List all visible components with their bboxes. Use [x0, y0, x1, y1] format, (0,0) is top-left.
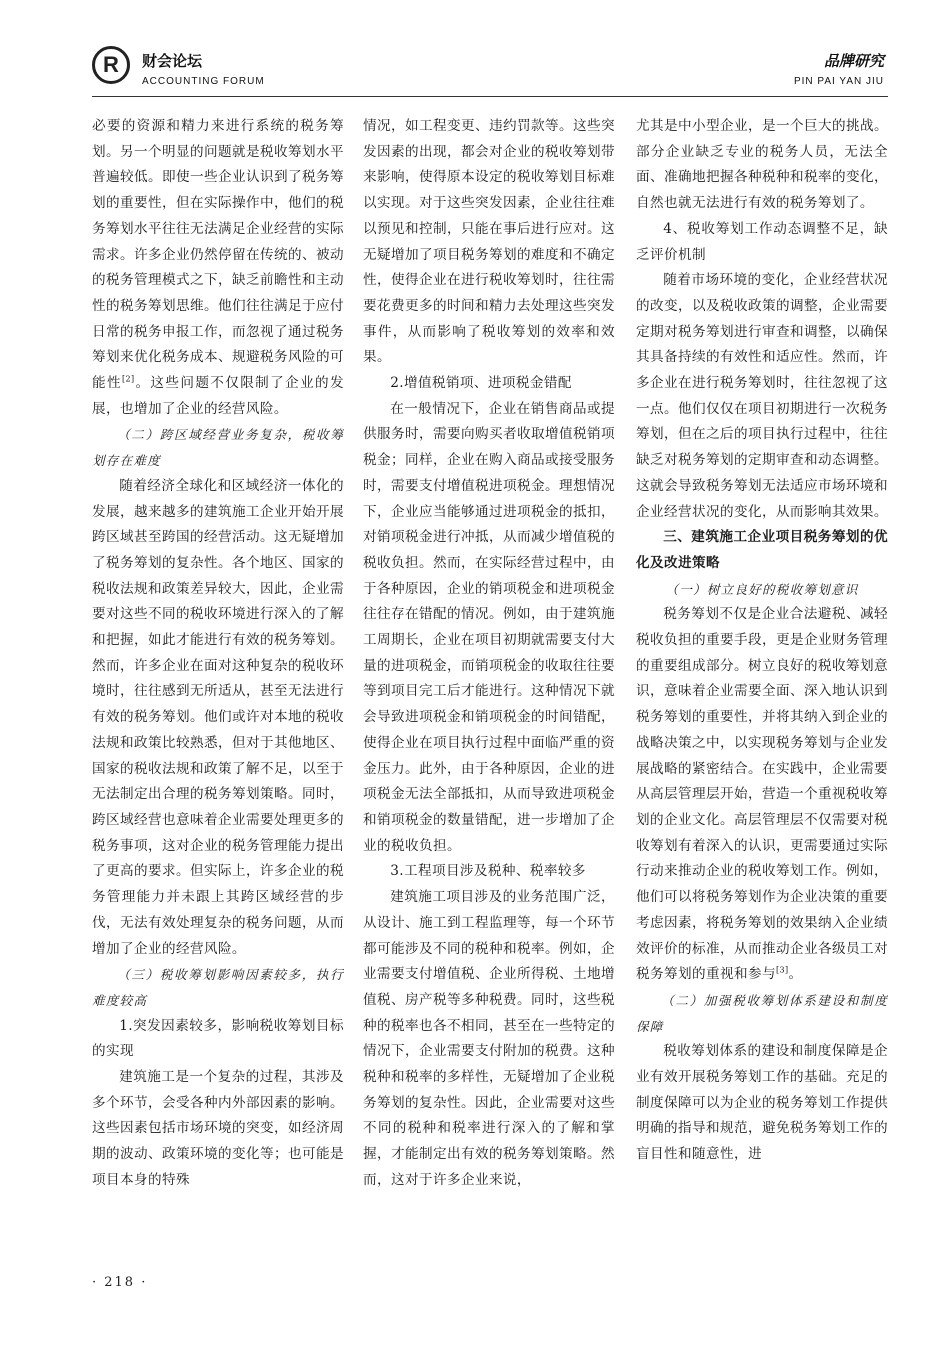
page-header	[0, 0, 950, 100]
subheading: 3.工程项目涉及税种、税率较多	[390, 863, 586, 880]
page-number: · 218 ·	[92, 1275, 148, 1290]
subheading: （二）跨区域经营业务复杂，税收筹划存在难度	[92, 427, 344, 469]
paragraph: 随着经济全球化和区域经济一体化的发展，越来越多的建筑施工企业开始开展跨区域甚至跨国的经营活动。这无疑增加了税务筹划的复杂性。各个地区、国家的税收法规和政策差异较大，因此，企业需要对这些不同的税收环境进行深入的了解和把握，如此才能进行有效的税务筹划。然而，许多企业在面对这种复杂的税收环境时，往往感到无所适从，甚至无法进行有效的税务筹划。他们或许对本地的税收法规和政策比较熟悉，但对于其他地区、国家的税收法规和政策了解不足，以至于无法制定出合理的税务筹划策略。同时，跨区域经营也意味着企业需要处理更多的税务事项，这对企业的税务管理能力提出了更高的要求。但实际上，许多企业的税务管理能力并未跟上其跨区域经营的步伐，无法有效处理复杂的税务问题，从而增加了企业的经营风险。	[92, 477, 344, 957]
paragraph: 税务筹划不仅是企业合法避税、减轻税收负担的重要手段，更是企业财务管理的重要组成部分。树立良好的税收筹划意识，意味着企业需要全面、深入地认识到税务筹划的重要性，并将其纳入到企业的战略决策之中，以实现税务筹划与企业发展战略的紧密结合。在实践中，企业需要从高层管理层开始，营造一个重视税收筹划的企业文化。高层管理层不仅需要对税收筹划有着深入的认识，更需要通过实际行动来推动企业的税收筹划工作。例如，他们可以将税务筹划作为企业决策的重要考虑因素，将税务筹划的效果纳入企业绩效评价的标准，从而推动企业各级员工对税务筹划的重视和参与[3]。	[636, 606, 888, 983]
subheading: 2.增值税销项、进项税金错配	[390, 375, 572, 392]
section-title: 品牌研究	[823, 52, 884, 70]
journal-title-en: ACCOUNTING FORUM	[142, 76, 265, 87]
header-rule	[92, 96, 888, 97]
text-column-1	[92, 114, 344, 1274]
paragraph: 建筑施工项目涉及的业务范围广泛，从设计、施工到工程监理等，每一个环节都可能涉及不同的税种和税率。例如，企业需要支付增值税、企业所得税、土地增值税、房产税等多种税费。同时，这些税种的税率也各不相同，甚至在一些特定的情况下，企业需要支付附加的税费。这种税种和税率的多样性，无疑增加了企业税务筹划的复杂性。因此，企业需要对这些不同的税种和税率进行深入的了解和掌握，才能制定出有效的税务筹划策略。然而，这对于许多企业来说，	[363, 889, 615, 1188]
journal-logo-icon: R	[92, 46, 130, 84]
section-title-en: PIN PAI YAN JIU	[793, 76, 884, 87]
subheading: （一）树立良好的税收筹划意识	[665, 581, 859, 597]
paragraph: 尤其是中小型企业，是一个巨大的挑战。部分企业缺乏专业的税务人员，无法全面、准确地把握各种税种和税率的变化，自然也就无法进行有效的税务筹划了。	[636, 118, 888, 212]
journal-title: 财会论坛	[142, 52, 203, 70]
citation: [3]	[775, 965, 789, 975]
subheading: （二）加强税收筹划体系建设和制度保障	[636, 992, 888, 1034]
citation: [2]	[121, 374, 135, 384]
paragraph: 必要的资源和精力来进行系统的税务筹划。另一个明显的问题就是税收筹划水平普遍较低。即使一些企业认识到了税务筹划的重要性，但在实际操作中，他们的税务筹划水平往往无法满足企业经营的实际需求。许多企业仍然停留在传统的、被动的税务管理模式之下，缺乏前瞻性和主动性的税务筹划思维。他们往往满足于应付日常的税务申报工作，而忽视了通过税务筹划来优化税务成本、规避税务风险的可能性[2]。这些问题不仅限制了企业的发展，也增加了企业的经营风险。	[92, 118, 344, 417]
paragraph: 在一般情况下，企业在销售商品或提供服务时，需要向购买者收取增值税销项税金；同样，企业在购入商品或接受服务时，需要支付增值税进项税金。理想情况下，企业应当能够通过进项税金的抵扣，对销项税金进行冲抵，从而减少增值税的税收负担。然而，在实际经营过程中，由于各种原因，企业的销项税金和进项税金往往存在错配的情况。例如，由于建筑施工周期长，企业在项目初期就需要支付大量的进项税金，而销项税金的收取往往要等到项目完工后才能进行。这种情况下就会导致进项税金和销项税金的时间错配，使得企业在项目执行过程中面临严重的资金压力。此外，由于各种原因，企业的进项税金无法全部抵扣，从而导致进项税金和销项税金的数量错配，进一步增加了企业的税收负担。	[363, 400, 615, 854]
section-heading: 三、建筑施工企业项目税务筹划的优化及改进策略	[636, 529, 888, 571]
paragraph: 情况，如工程变更、违约罚款等。这些突发因素的出现，都会对企业的税收筹划带来影响，使得原本设定的税收筹划目标难以实现。对于这些突发因素，企业往往难以预见和控制，只能在事后进行应对。这无疑增加了项目税务筹划的难度和不确定性，使得企业在进行税收筹划时，往往需要花费更多的时间和精力去处理这些突发事件，从而影响了税收筹划的效率和效果。	[363, 118, 615, 366]
subheading: 4、税收筹划工作动态调整不足，缺乏评价机制	[636, 220, 888, 263]
text-column-2	[363, 114, 615, 1274]
text-column-3	[636, 114, 888, 1274]
subheading: （三）税收筹划影响因素较多，执行难度较高	[92, 967, 344, 1008]
paragraph: 随着市场环境的变化，企业经营状况的改变，以及税收政策的调整，企业需要定期对税务筹划进行审查和调整，以确保其具备持续的有效性和适应性。然而，许多企业在进行税务筹划时，往往忽视了这一点。他们仅仅在项目初期进行一次税务筹划，但在之后的项目执行过程中，往往缺乏对税务筹划的定期审查和动态调整。这就会导致税务筹划无法适应市场环境和企业经营状况的变化，从而影响其效果。	[636, 272, 888, 520]
paragraph: 税收筹划体系的建设和制度保障是企业有效开展税务筹划工作的基础。充足的制度保障可以为企业的税务筹划工作提供明确的指导和规范，避免税务筹划工作的盲目性和随意性，进	[636, 1043, 888, 1163]
paragraph: 建筑施工是一个复杂的过程，其涉及多个环节，会受各种内外部因素的影响。这些因素包括市场环境的突变，如经济周期的波动、政策环境的变化等；也可能是项目本身的特殊	[92, 1069, 344, 1188]
subheading: 1.突发因素较多，影响税收筹划目标的实现	[92, 1017, 344, 1060]
